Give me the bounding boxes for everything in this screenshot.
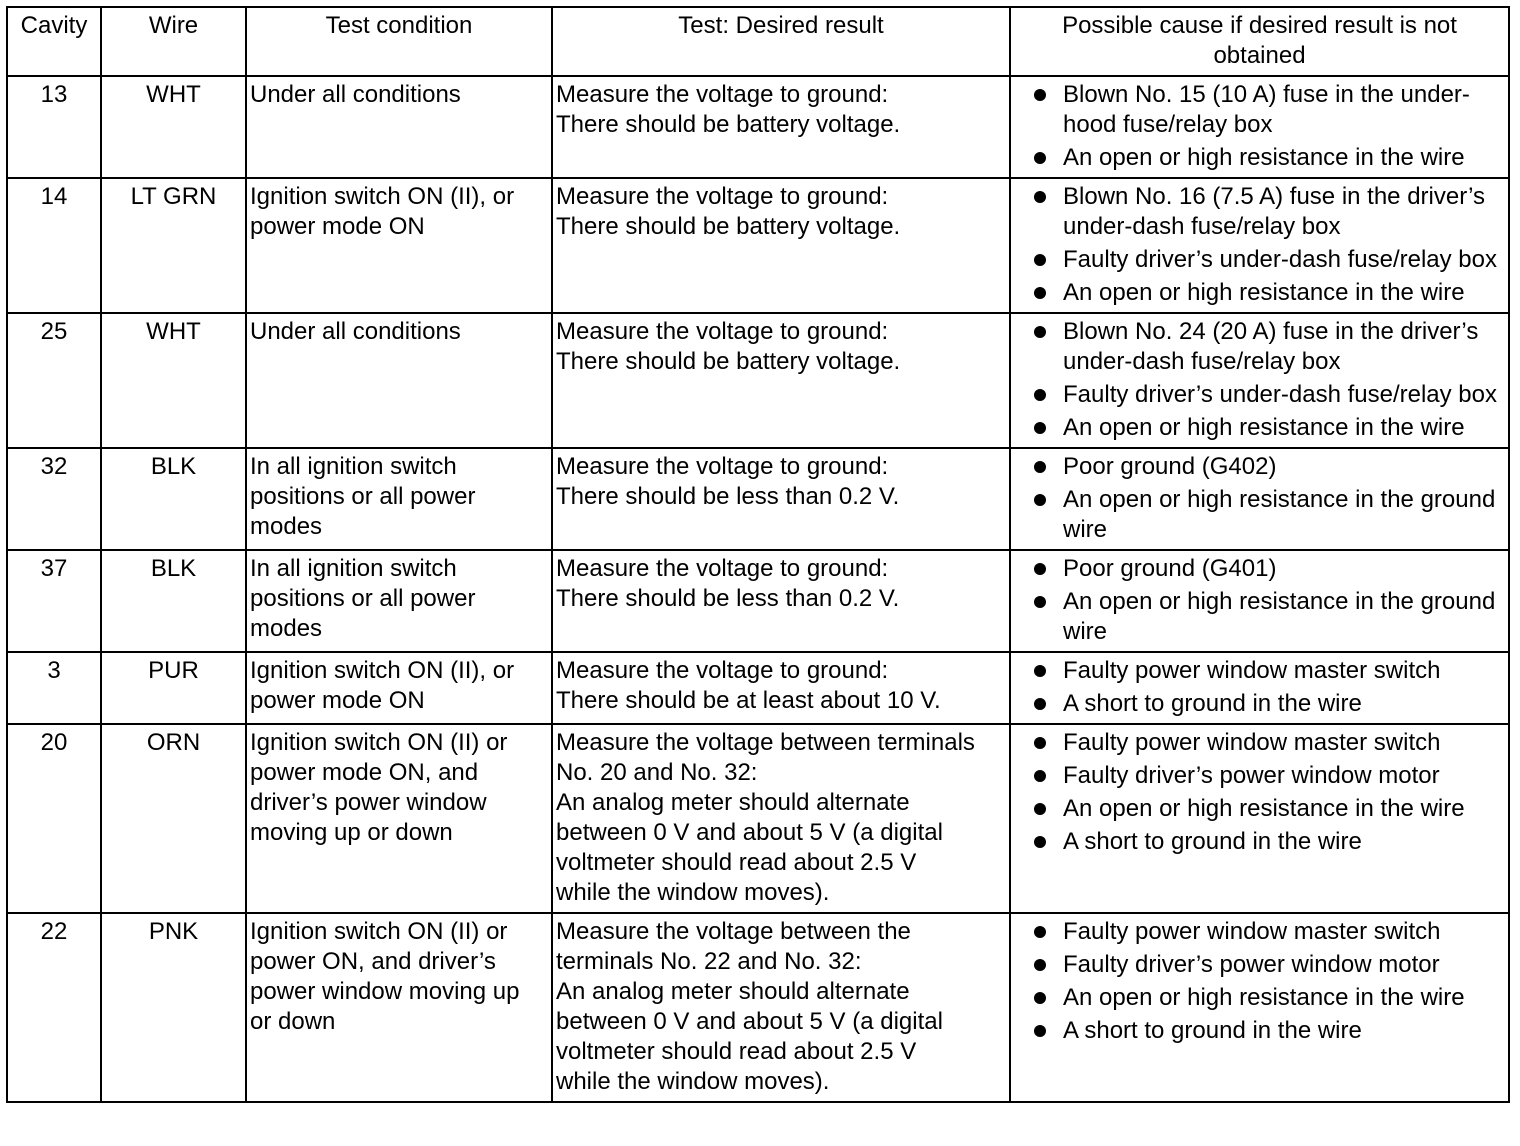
test-condition-cell	[246, 178, 552, 313]
cause-text: An open or high resistance in the ground wire	[1063, 486, 1496, 543]
cavity-cell: 37	[7, 550, 101, 652]
cause-text: An open or high resistance in the wire	[1063, 144, 1465, 171]
table-row	[7, 448, 1509, 550]
possible-cause-cell	[1010, 724, 1509, 913]
cause-item	[1014, 917, 1505, 947]
test-condition-line: modes	[250, 615, 323, 642]
test-condition-cell	[246, 913, 552, 1102]
cause-list	[1014, 656, 1505, 719]
desired-result-line: Measure the voltage to ground:	[556, 81, 889, 108]
header-possible-cause: Possible cause if desired result is not obtained	[1010, 7, 1509, 76]
test-condition-line: power ON, and driver’s	[250, 948, 496, 975]
bullet-icon	[1034, 254, 1046, 266]
bullet-icon	[1034, 422, 1046, 434]
cause-text: Blown No. 15 (10 A) fuse in the under-hood fuse/relay box	[1063, 81, 1470, 138]
table-row	[7, 76, 1509, 178]
cause-item	[1014, 452, 1505, 482]
bullet-icon	[1034, 836, 1046, 848]
test-condition-line: driver’s power window	[250, 789, 487, 816]
bullet-icon	[1034, 1025, 1046, 1037]
desired-result-line: There should be battery voltage.	[556, 111, 901, 138]
cause-item	[1014, 182, 1505, 242]
desired-result-line: Measure the voltage to ground:	[556, 453, 889, 480]
desired-result-line: between 0 V and about 5 V (a digital	[556, 1008, 943, 1035]
desired-result-line: voltmeter should read about 2.5 V	[556, 849, 917, 876]
bullet-icon	[1034, 926, 1046, 938]
desired-result-cell	[552, 313, 1010, 448]
test-condition-line: In all ignition switch	[250, 453, 457, 480]
cause-list	[1014, 452, 1505, 545]
cause-text: An open or high resistance in the wire	[1063, 414, 1465, 441]
cavity-cell: 3	[7, 652, 101, 724]
bullet-icon	[1034, 152, 1046, 164]
cause-item	[1014, 827, 1505, 857]
test-condition-cell	[246, 448, 552, 550]
test-condition-line: power mode ON	[250, 687, 425, 714]
test-condition-line: In all ignition switch	[250, 555, 457, 582]
cause-item	[1014, 983, 1505, 1013]
header-desired-result: Test: Desired result	[552, 7, 1010, 76]
desired-result-cell	[552, 652, 1010, 724]
desired-result-line: Measure the voltage between the	[556, 918, 911, 945]
bullet-icon	[1034, 596, 1046, 608]
cause-list	[1014, 182, 1505, 308]
cause-item	[1014, 1016, 1505, 1046]
possible-cause-cell	[1010, 550, 1509, 652]
desired-result-line: There should be at least about 10 V.	[556, 687, 941, 714]
possible-cause-cell	[1010, 178, 1509, 313]
bullet-icon	[1034, 770, 1046, 782]
test-condition-cell	[246, 550, 552, 652]
possible-cause-cell	[1010, 913, 1509, 1102]
cause-item	[1014, 143, 1505, 173]
bullet-icon	[1034, 461, 1046, 473]
cavity-cell: 20	[7, 724, 101, 913]
possible-cause-cell	[1010, 652, 1509, 724]
cause-text: An open or high resistance in the ground wire	[1063, 588, 1496, 645]
cavity-cell: 32	[7, 448, 101, 550]
table-row	[7, 724, 1509, 913]
desired-result-line: There should be less than 0.2 V.	[556, 585, 900, 612]
bullet-icon	[1034, 494, 1046, 506]
test-condition-line: power mode ON, and	[250, 759, 479, 786]
bullet-icon	[1034, 737, 1046, 749]
cause-text: A short to ground in the wire	[1063, 690, 1362, 717]
desired-result-line: Measure the voltage to ground:	[556, 318, 889, 345]
test-condition-line: Under all conditions	[250, 318, 461, 345]
desired-result-cell	[552, 76, 1010, 178]
possible-cause-cell	[1010, 76, 1509, 178]
desired-result-line: between 0 V and about 5 V (a digital	[556, 819, 943, 846]
desired-result-line: voltmeter should read about 2.5 V	[556, 1038, 917, 1065]
possible-cause-cell	[1010, 313, 1509, 448]
cause-text: An open or high resistance in the wire	[1063, 984, 1465, 1011]
bullet-icon	[1034, 191, 1046, 203]
cause-text: An open or high resistance in the wire	[1063, 795, 1465, 822]
bullet-icon	[1034, 89, 1046, 101]
desired-result-line: An analog meter should alternate	[556, 978, 910, 1005]
cause-item	[1014, 485, 1505, 545]
test-condition-line: Ignition switch ON (II) or	[250, 918, 508, 945]
desired-result-cell	[552, 913, 1010, 1102]
cause-item	[1014, 794, 1505, 824]
test-condition-line: Ignition switch ON (II), or	[250, 183, 515, 210]
test-condition-cell	[246, 76, 552, 178]
desired-result-line: Measure the voltage between terminals	[556, 729, 975, 756]
table-body	[7, 76, 1509, 1102]
desired-result-line: There should be battery voltage.	[556, 213, 901, 240]
cause-item	[1014, 278, 1505, 308]
desired-result-line: terminals No. 22 and No. 32:	[556, 948, 862, 975]
desired-result-line: Measure the voltage to ground:	[556, 657, 889, 684]
cavity-cell: 25	[7, 313, 101, 448]
cause-text: An open or high resistance in the wire	[1063, 279, 1465, 306]
wire-color-cell: ORN	[101, 724, 246, 913]
table-row	[7, 913, 1509, 1102]
bullet-icon	[1034, 698, 1046, 710]
desired-result-line: Measure the voltage to ground:	[556, 183, 889, 210]
test-condition-cell	[246, 313, 552, 448]
diagnostic-table	[6, 6, 1510, 1103]
test-condition-line: moving up or down	[250, 819, 453, 846]
cause-item	[1014, 761, 1505, 791]
wire-color-cell: BLK	[101, 448, 246, 550]
cause-text: Poor ground (G402)	[1063, 453, 1277, 480]
cause-text: Blown No. 16 (7.5 A) fuse in the driver’s under-dash fuse/relay box	[1063, 183, 1485, 240]
cause-text: Faulty driver’s power window motor	[1063, 951, 1440, 978]
cause-list	[1014, 317, 1505, 443]
test-condition-line: Ignition switch ON (II), or	[250, 657, 515, 684]
test-condition-line: power window moving up	[250, 978, 520, 1005]
bullet-icon	[1034, 563, 1046, 575]
test-condition-cell	[246, 724, 552, 913]
cause-text: Faulty driver’s power window motor	[1063, 762, 1440, 789]
cause-item	[1014, 245, 1505, 275]
cause-text: Blown No. 24 (20 A) fuse in the driver’s under-dash fuse/relay box	[1063, 318, 1479, 375]
desired-result-line: No. 20 and No. 32:	[556, 759, 758, 786]
wire-color-cell: LT GRN	[101, 178, 246, 313]
cavity-cell: 22	[7, 913, 101, 1102]
cause-text: Faulty power window master switch	[1063, 729, 1441, 756]
desired-result-cell	[552, 724, 1010, 913]
bullet-icon	[1034, 665, 1046, 677]
desired-result-line: while the window moves).	[556, 879, 830, 906]
cause-item	[1014, 689, 1505, 719]
test-condition-line: modes	[250, 513, 323, 540]
wire-color-cell: PUR	[101, 652, 246, 724]
wire-color-cell: PNK	[101, 913, 246, 1102]
cause-item	[1014, 317, 1505, 377]
cause-text: Faulty driver’s under-dash fuse/relay box	[1063, 381, 1497, 408]
header-wire: Wire	[101, 7, 246, 76]
cause-text: Poor ground (G401)	[1063, 555, 1277, 582]
test-condition-line: Under all conditions	[250, 81, 461, 108]
cause-item	[1014, 80, 1505, 140]
desired-result-cell	[552, 448, 1010, 550]
cause-text: Faulty power window master switch	[1063, 657, 1441, 684]
bullet-icon	[1034, 959, 1046, 971]
cause-list	[1014, 554, 1505, 647]
test-condition-line: or down	[250, 1008, 336, 1035]
cause-item	[1014, 380, 1505, 410]
cause-text: A short to ground in the wire	[1063, 1017, 1362, 1044]
bullet-icon	[1034, 326, 1046, 338]
cause-item	[1014, 950, 1505, 980]
cavity-cell: 14	[7, 178, 101, 313]
test-condition-line: positions or all power	[250, 585, 476, 612]
bullet-icon	[1034, 803, 1046, 815]
wire-color-cell: WHT	[101, 76, 246, 178]
test-condition-cell	[246, 652, 552, 724]
header-test-condition: Test condition	[246, 7, 552, 76]
header-cavity: Cavity	[7, 7, 101, 76]
cause-item	[1014, 728, 1505, 758]
desired-result-line: while the window moves).	[556, 1068, 830, 1095]
bullet-icon	[1034, 389, 1046, 401]
possible-cause-cell	[1010, 448, 1509, 550]
test-condition-line: Ignition switch ON (II) or	[250, 729, 508, 756]
wire-color-cell: BLK	[101, 550, 246, 652]
cause-item	[1014, 413, 1505, 443]
test-condition-line: power mode ON	[250, 213, 425, 240]
bullet-icon	[1034, 287, 1046, 299]
cause-text: Faulty power window master switch	[1063, 918, 1441, 945]
desired-result-line: Measure the voltage to ground:	[556, 555, 889, 582]
wire-color-cell: WHT	[101, 313, 246, 448]
desired-result-line: There should be less than 0.2 V.	[556, 483, 900, 510]
table-row	[7, 313, 1509, 448]
desired-result-line: An analog meter should alternate	[556, 789, 910, 816]
cause-item	[1014, 587, 1505, 647]
cause-list	[1014, 80, 1505, 173]
cause-list	[1014, 728, 1505, 857]
cause-text: Faulty driver’s under-dash fuse/relay box	[1063, 246, 1497, 273]
cause-list	[1014, 917, 1505, 1046]
bullet-icon	[1034, 992, 1046, 1004]
cause-item	[1014, 656, 1505, 686]
cavity-cell: 13	[7, 76, 101, 178]
desired-result-cell	[552, 178, 1010, 313]
desired-result-cell	[552, 550, 1010, 652]
table-header-row	[7, 7, 1509, 76]
table-row	[7, 178, 1509, 313]
test-condition-line: positions or all power	[250, 483, 476, 510]
table-row	[7, 550, 1509, 652]
cause-text: A short to ground in the wire	[1063, 828, 1362, 855]
table-row	[7, 652, 1509, 724]
cause-item	[1014, 554, 1505, 584]
desired-result-line: There should be battery voltage.	[556, 348, 901, 375]
